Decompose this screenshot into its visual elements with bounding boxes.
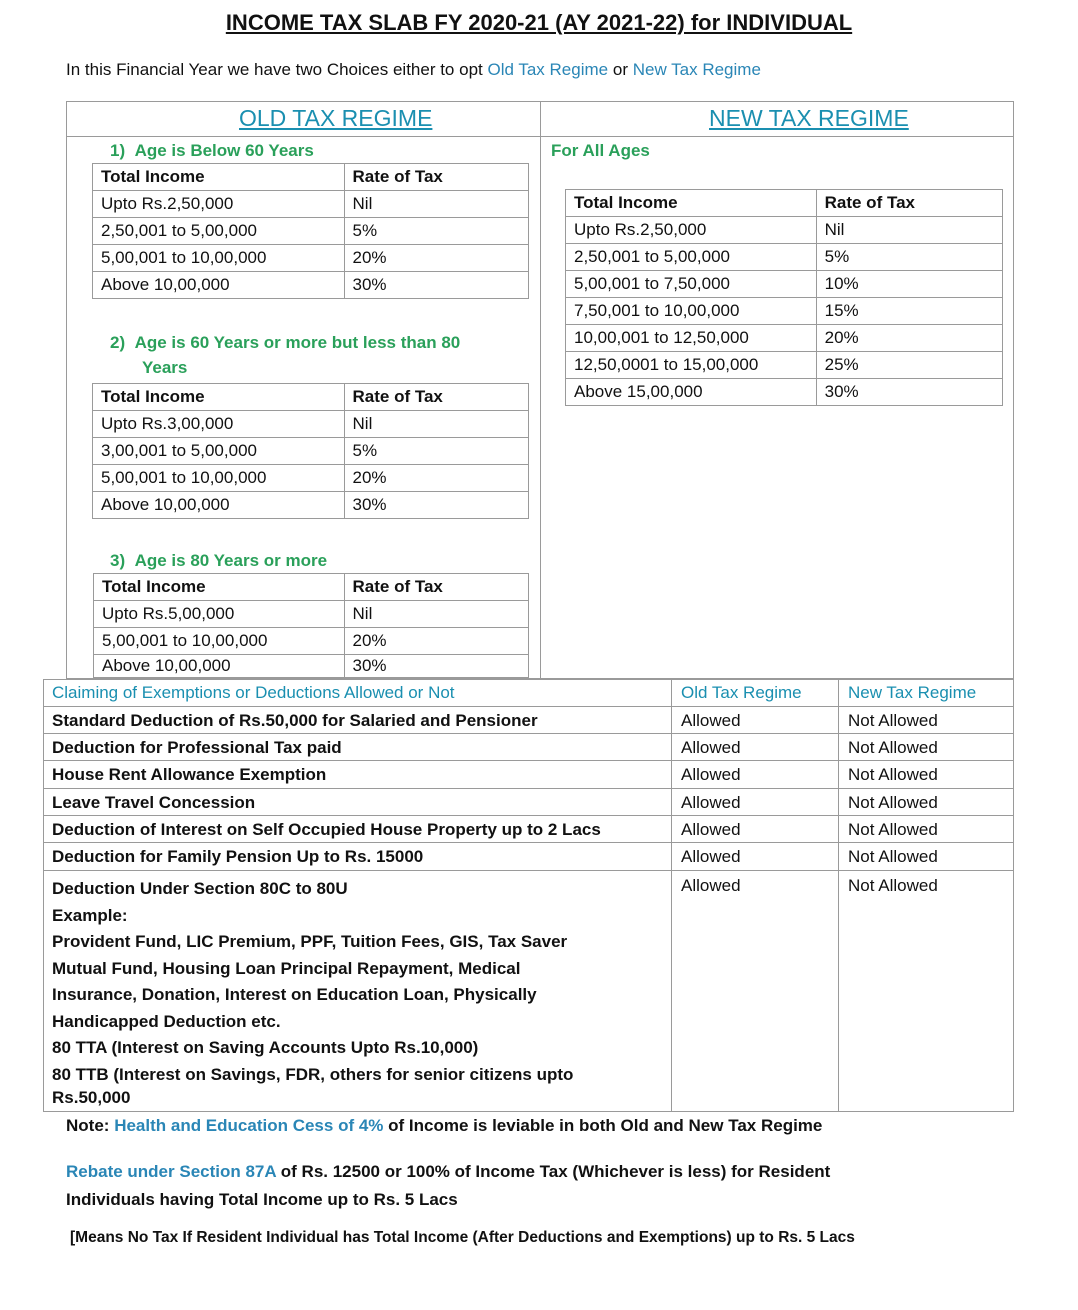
new-status: Not Allowed: [848, 738, 938, 757]
exemptions-header-label: Claiming of Exemptions or Deductions Allowed or Not: [52, 683, 455, 702]
old-slab-table-1: Total Income Rate of Tax Upto Rs.2,50,000 Nil 2,50,001 to 5,00,000 5% 5,00,001 to 10,00,000 20% Above 10,00,000 30%: [92, 163, 529, 299]
intro-text: [66, 60, 761, 80]
row-line: [43, 760, 1014, 761]
table-row: 7,50,001 to 10,00,000 15%: [566, 298, 1003, 325]
table-row: 5,00,001 to 10,00,000 20%: [93, 465, 529, 492]
exemptions-col-divider-1: [671, 679, 672, 1112]
exemption-name: House Rent Allowance Exemption: [52, 765, 327, 784]
table-row: Upto Rs.2,50,000 Nil: [566, 217, 1003, 244]
old-group-2-label: 2) Age is 60 Years or more but less than 80: [110, 333, 461, 352]
table-row: Upto Rs.5,00,000 Nil: [94, 601, 529, 628]
new-slab-table: Total Income Rate of Tax Upto Rs.2,50,000 Nil 2,50,001 to 5,00,000 5% 5,00,001 to 7,50,000 10% 7,50,001 to 10,00,000 15% 10,00,001 to 12,50,000 20% 12,50,0001 to 15,00,000 25% Above 15,00,000 30%: [565, 189, 1003, 406]
row-line: [43, 815, 1014, 816]
exemption-name: Standard Deduction of Rs.50,000 for Salaried and Pensioner: [52, 711, 538, 730]
table-row: Upto Rs.3,00,000 Nil: [93, 411, 529, 438]
new-status: Not Allowed: [848, 876, 938, 895]
old-group-3-label: 3) Age is 80 Years or more: [110, 551, 328, 570]
exemptions-header-old: Old Tax Regime: [681, 683, 802, 702]
note-means: [Means No Tax If Resident Individual has Total Income (After Deductions and Exemptions) up to Rs. 5 Lacs: [70, 1229, 855, 1246]
row-line: [43, 733, 1014, 734]
old-status: Allowed: [681, 738, 741, 757]
table-row: 2,50,001 to 5,00,000 5%: [566, 244, 1003, 271]
new-status: Not Allowed: [848, 820, 938, 839]
new-status: Not Allowed: [848, 765, 938, 784]
note-cess: Note: Health and Education Cess of 4% of Income is leviable in both Old and New Tax Regime: [66, 1116, 823, 1135]
exemption-name: Leave Travel Concession: [52, 793, 256, 812]
table-row: Upto Rs.2,50,000 Nil: [93, 191, 529, 218]
exemption-name: Deduction for Professional Tax paid: [52, 738, 342, 757]
row-line: [43, 842, 1014, 843]
table-row: Above 10,00,000 30%: [93, 272, 529, 299]
new-status: Not Allowed: [848, 711, 938, 730]
table-row: 12,50,0001 to 15,00,000 25%: [566, 352, 1003, 379]
page-title: INCOME TAX SLAB FY 2020-21 (AY 2021-22) for INDIVIDUAL: [225, 10, 853, 35]
new-regime-heading: NEW TAX REGIME: [709, 105, 909, 131]
table-row: 10,00,001 to 12,50,000 20%: [566, 325, 1003, 352]
old-regime-heading: OLD TAX REGIME: [239, 105, 433, 131]
old-status: Allowed: [681, 793, 741, 812]
row-line: [43, 706, 1014, 707]
exemptions-col-divider-2: [838, 679, 839, 1112]
exemption-name: Deduction of Interest on Self Occupied House Property up to 2 Lacs: [52, 820, 601, 839]
intro-new-regime: New Tax Regime: [632, 60, 761, 79]
table-row: 2,50,001 to 5,00,000 5%: [93, 218, 529, 245]
regime-divider: [540, 101, 541, 679]
old-status: Allowed: [681, 765, 741, 784]
new-status: Not Allowed: [848, 847, 938, 866]
regime-header-line: [66, 136, 1014, 137]
old-group-2-label-cont: Years: [142, 358, 188, 377]
old-status: Allowed: [681, 820, 741, 839]
table-row: Above 15,00,000 30%: [566, 379, 1003, 406]
table-row: Above 10,00,000 30%: [93, 492, 529, 519]
table-row: 5,00,001 to 10,00,000 20%: [94, 628, 529, 655]
intro-or: or: [612, 60, 628, 79]
old-slab-table-3: Total Income Rate of Tax Upto Rs.5,00,000 Nil 5,00,001 to 10,00,000 20% Above 10,00,000 30%: [93, 573, 529, 678]
exemption-name: Deduction for Family Pension Up to Rs. 15000: [52, 847, 424, 866]
old-status: Allowed: [681, 876, 741, 895]
row-line: [43, 788, 1014, 789]
new-status: Not Allowed: [848, 793, 938, 812]
row-line: [43, 870, 1014, 871]
table-row: 3,00,001 to 5,00,000 5%: [93, 438, 529, 465]
exemptions-header-new: New Tax Regime: [848, 683, 977, 702]
table-row: 5,00,001 to 7,50,000 10%: [566, 271, 1003, 298]
old-status: Allowed: [681, 711, 741, 730]
new-regime-label: For All Ages: [551, 141, 650, 160]
note-rebate: Rebate under Section 87A of Rs. 12500 or 100% of Income Tax (Whichever is less) for Resident Individuals having Total Income up to Rs. 5 Lacs: [66, 1162, 831, 1209]
table-row: 5,00,001 to 10,00,000 20%: [93, 245, 529, 272]
intro-old-regime: Old Tax Regime: [487, 60, 609, 79]
old-status: Allowed: [681, 847, 741, 866]
old-group-1-label: 1) Age is Below 60 Years: [110, 141, 314, 160]
exemption-80c-block: Deduction Under Section 80C to 80U Example: Provident Fund, LIC Premium, PPF, Tuition Fees, GIS, Tax Saver Mutual Fund, Housing Loan Principal Repayment, Medical Insurance, Donation, Interest on Education Loan, Physically Handicapped Deduction etc. 80 TTA (Interest on Saving Accounts Upto Rs.10,000) 80 TTB (Interest on Savings, FDR, others for senior citizens upto Rs.50,000: [52, 879, 574, 1107]
table-row: Above 10,00,000 30%: [94, 655, 529, 678]
intro-prefix: In this Financial Year we have two Choices either to opt: [66, 60, 483, 79]
old-slab-table-2: Total Income Rate of Tax Upto Rs.3,00,000 Nil 3,00,001 to 5,00,000 5% 5,00,001 to 10,00,000 20% Above 10,00,000 30%: [92, 383, 529, 519]
